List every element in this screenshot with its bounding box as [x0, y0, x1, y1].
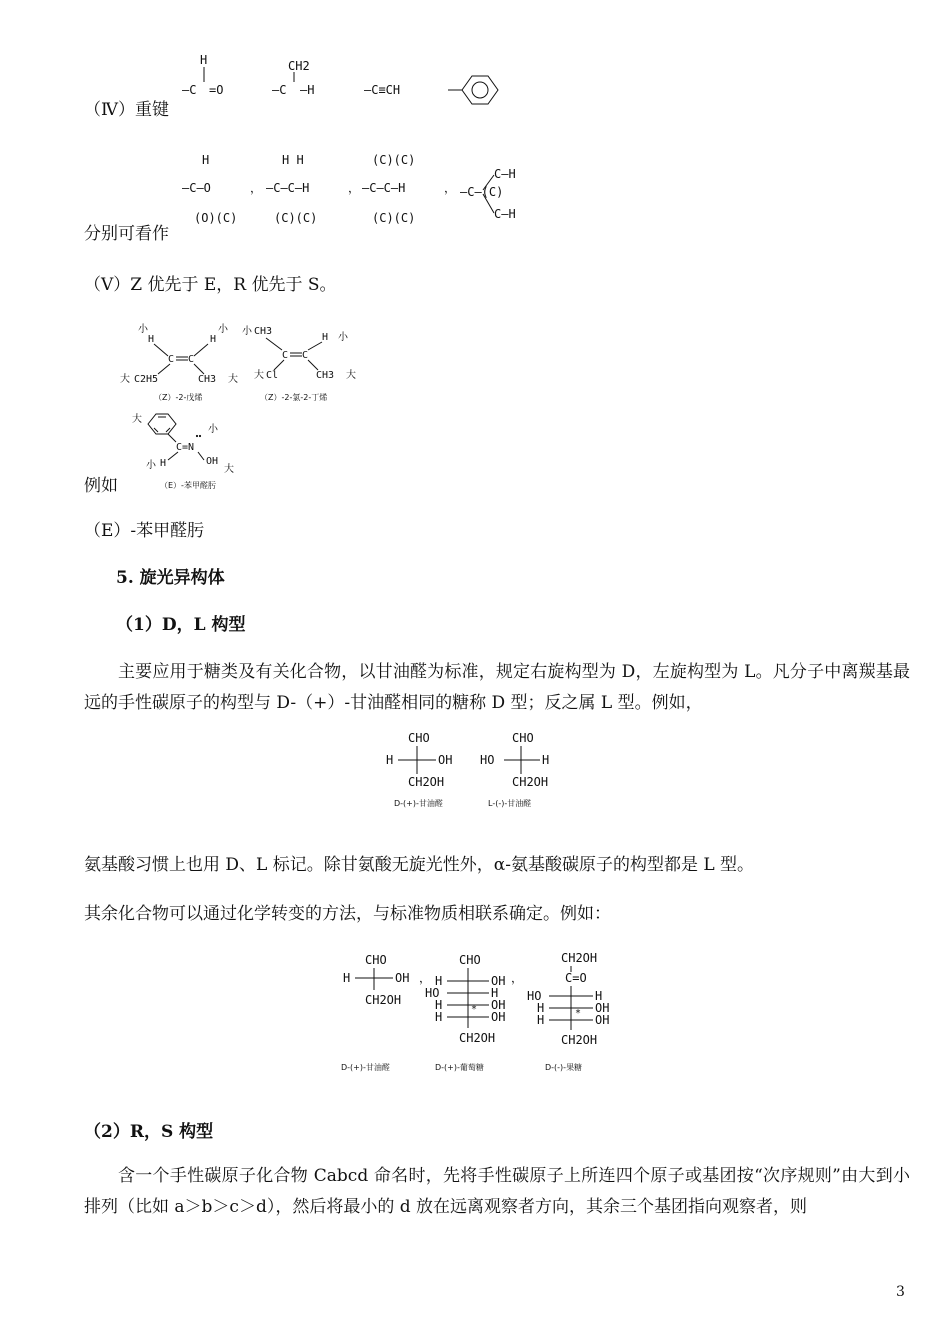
mol2-h: H — [322, 332, 329, 343]
glucose-r3-right: OH — [491, 998, 506, 1012]
svg-text:C: C — [302, 350, 309, 361]
section-5-title: 5. 旋光异构体 — [116, 568, 225, 588]
rs-config-paragraph: 含一个手性碳原子化合物 Cabcd 命名时，先将手性碳原子上所连四个原子或基团按“次序规则”由大到小排列（比如 a＞b＞c＞d），然后将最小的 d 放在远离观察者方向，其余三个基团指向观察者，则 — [84, 1166, 910, 1217]
glucose-r2-right: H — [491, 986, 499, 1000]
fructose-top: CH2OH — [561, 951, 598, 965]
d-gly-right: OH — [438, 753, 453, 767]
fig2-comma-1: ， — [419, 971, 432, 985]
mol2-cl: Cl — [266, 370, 279, 381]
fructose-caption: D-(-)-果糖 — [545, 1063, 583, 1072]
eq3-bottom: (C)(C) — [372, 211, 416, 225]
mol2-methyl: CH3 — [316, 370, 335, 381]
glyceraldehyde-figure — [380, 728, 590, 813]
mol2-small-2: 小 — [338, 332, 348, 343]
example-label: 例如 — [84, 476, 118, 496]
fig2-gly-top: CHO — [365, 953, 387, 967]
eq3-main: —C—C—H — [362, 181, 406, 195]
l-gly-right: H — [542, 753, 550, 767]
fructose-r1-left: HO — [527, 989, 542, 1003]
mol3-oh: OH — [206, 456, 219, 467]
fructose-r3-right: OH — [595, 1013, 610, 1027]
vinyl-ch2: CH2 — [288, 59, 310, 73]
glucose-r4-left: H — [435, 1010, 443, 1024]
glucose-r1-left: H — [435, 974, 443, 988]
fructose-r1-right: H — [595, 989, 603, 1003]
svg-text:C: C — [188, 354, 195, 365]
glucose-r2-left: HO — [425, 986, 440, 1000]
eq-comma-2: ， — [348, 181, 361, 195]
phenyl-ring — [448, 76, 498, 104]
mol2-caption: （Z）-2-氯-2-丁烯 — [260, 393, 328, 402]
mol2-big-1: 大 — [254, 370, 264, 381]
fructose-c2: C=O — [565, 971, 587, 985]
mol2-big-2: 大 — [346, 370, 356, 381]
mol2-ch3: CH3 — [254, 326, 273, 337]
mol1-small-1: 小 — [138, 324, 148, 335]
fructose-bottom: CH2OH — [561, 1033, 598, 1047]
d-gly-caption: D-(+)-甘油醛 — [394, 799, 443, 808]
glucose-bottom: CH2OH — [459, 1031, 496, 1045]
glucose-caption: D-(+)-葡萄糖 — [435, 1063, 484, 1072]
eq-comma-3: ， — [444, 181, 457, 195]
eq2-bottom: (C)(C) — [274, 211, 318, 225]
eq1-main: —C—O — [182, 181, 211, 195]
svg-text:C: C — [282, 350, 289, 361]
amino-acid-paragraph: 氨基酸习惯上也用 D、L 标记。除甘氨酸无旋光性外，α-氨基酸碳原子的构型都是 L 型。 — [84, 855, 755, 875]
glucose-r4-right: OH — [491, 1010, 506, 1024]
fructose-r2-right: OH — [595, 1001, 610, 1015]
sugar-correlation-figure — [335, 948, 625, 1073]
mol1-big-2: 大 — [228, 374, 238, 385]
glucose-top: CHO — [459, 953, 481, 967]
mol1-caption: （Z）-2-戊烯 — [154, 393, 203, 402]
mol3-small-1: 小 — [208, 424, 218, 435]
section-iv-label: （Ⅳ）重键 — [84, 100, 169, 120]
benzene-ring — [148, 414, 176, 434]
mol3-big-2: 大 — [224, 464, 234, 475]
mol3-h: H — [160, 458, 167, 469]
fig2-gly-caption: D-(+)-甘油醛 — [341, 1063, 390, 1072]
mol1-h-2: H — [210, 334, 217, 345]
fig2-gly-left: H — [343, 971, 351, 985]
page-number: 3 — [896, 1284, 905, 1300]
subsection-1-title: （1）D，L 构型 — [116, 615, 246, 635]
fructose-rows — [527, 989, 609, 1027]
d-gly-left: H — [386, 753, 394, 767]
subsection-2-title: （2）R，S 构型 — [84, 1122, 214, 1142]
mol1-big-1: 大 — [120, 374, 130, 385]
fig2-gly-bottom: CH2OH — [365, 993, 402, 1007]
d-gly-top: CHO — [408, 731, 430, 745]
glucose-star: * — [471, 1004, 478, 1015]
aldehyde-c: —C — [182, 83, 197, 97]
fig2-comma-2: ， — [511, 971, 524, 985]
mol3-big-1: 大 — [132, 414, 142, 425]
eq4-bottom: C—H — [494, 207, 516, 221]
l-gly-bottom: CH2OH — [512, 775, 549, 789]
eq1-h: H — [202, 153, 210, 167]
aldehyde-o: =O — [209, 83, 224, 97]
fig2-gly-right: OH — [395, 971, 410, 985]
section-v-label: （Ⅴ）Z 优先于 E，R 优先于 S。 — [84, 275, 337, 295]
dl-config-paragraph: 主要应用于糖类及有关化合物，以甘油醛为标准，规定右旋构型为 D，左旋构型为 L。凡分子中离羰基最远的手性碳原子的构型与 D-（+）-甘油醛相同的糖称 D 型；反之属 L 型。例如， — [84, 662, 910, 713]
l-gly-caption: L-(-)-甘油醛 — [488, 799, 532, 808]
glucose-r1-right: OH — [491, 974, 506, 988]
vinyl-c: —C — [272, 83, 287, 97]
glucose-r3-left: H — [435, 998, 443, 1012]
eq2-main: —C—C—H — [266, 181, 310, 195]
svg-text:C: C — [168, 354, 175, 365]
fructose-r2-left: H — [537, 1001, 545, 1015]
eq4-mid: —C—(C) — [460, 185, 504, 199]
z-e-examples-figure — [110, 320, 380, 495]
fructose-star: * — [575, 1008, 582, 1019]
mol3-caption: （E）-苯甲醛肟 — [160, 481, 216, 490]
mol1-h-1: H — [148, 334, 155, 345]
mol1-ethyl: C2H5 — [134, 374, 159, 385]
seen-as-label: 分别可看作 — [84, 224, 169, 244]
eq2-h: H H — [282, 153, 304, 167]
fructose-r3-left: H — [537, 1013, 545, 1027]
oxime-name: （E）-苯甲醛肟 — [84, 521, 205, 541]
mol2-small-1: 小 — [242, 326, 252, 337]
mol3-small-2: 小 — [146, 460, 156, 471]
eq-comma-1: ， — [250, 181, 263, 195]
eq4-top: C—H — [494, 167, 516, 181]
eq1-bottom: (O)(C) — [194, 211, 238, 225]
eq3-top: (C)(C) — [372, 153, 416, 167]
l-gly-left: HO — [480, 753, 495, 767]
aldehyde-h: H — [200, 53, 208, 67]
d-gly-bottom: CH2OH — [408, 775, 445, 789]
vinyl-h: —H — [300, 83, 315, 97]
glucose-rows — [425, 974, 505, 1024]
mol3-cn: C=N — [176, 442, 195, 453]
multiple-bond-groups-figure — [180, 50, 500, 110]
mol1-methyl: CH3 — [198, 374, 217, 385]
alkyne-group: —C≡CH — [364, 83, 401, 97]
mol1-small-2: 小 — [218, 324, 228, 335]
l-gly-top: CHO — [512, 731, 534, 745]
other-compounds-paragraph: 其余化合物可以通过化学转变的方法，与标准物质相联系确定。例如： — [84, 904, 611, 924]
equivalent-groups-figure — [180, 150, 560, 235]
